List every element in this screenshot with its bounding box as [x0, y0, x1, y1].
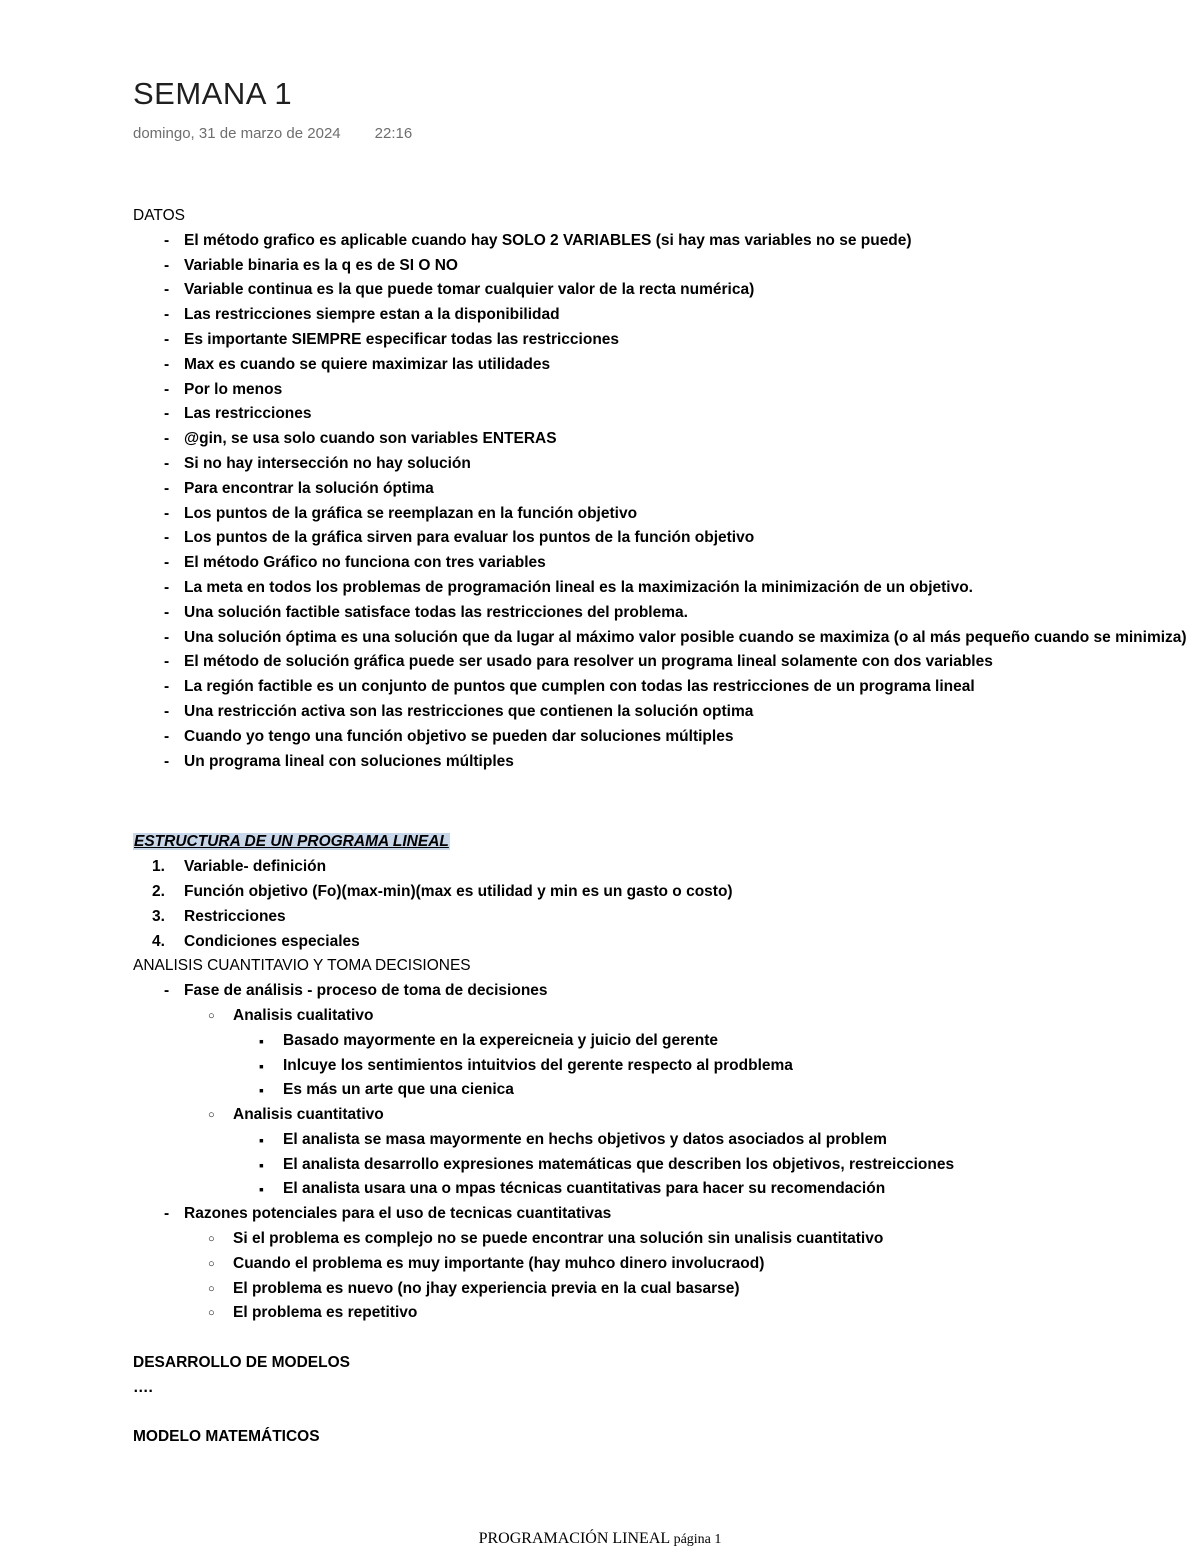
- list-item: ▪ Inlcuye los sentimientos intuitvios del gerente respecto al prodblema: [133, 1054, 1188, 1079]
- list-number: 4.: [152, 932, 165, 950]
- list-item: - Si no hay intersección no hay solución: [133, 452, 1188, 477]
- list-item-text: Variable- definición: [184, 858, 327, 876]
- cuantitativo-list: [133, 1128, 1188, 1202]
- list-item: [133, 880, 1188, 905]
- razones-list: [133, 1227, 1188, 1326]
- list-item: - Cuando yo tengo una función objetivo se pueden dar soluciones múltiples: [133, 725, 1188, 750]
- note-body: [133, 204, 1188, 1450]
- page-meta: [133, 125, 412, 142]
- list-item: [133, 905, 1188, 930]
- fase-sublist: [133, 1004, 1188, 1202]
- list-item: - Max es cuando se quiere maximizar las utilidades: [133, 353, 1188, 378]
- list-item-text: Función objetivo (Fo)(max-min)(max es utilidad y min es un gasto o costo): [184, 882, 733, 900]
- list-item: - La región factible es un conjunto de puntos que cumplen con todas las restricciones de un programa lineal: [133, 675, 1188, 700]
- list-number: 3.: [152, 907, 165, 925]
- list-item: - Los puntos de la gráfica sirven para evaluar los puntos de la función objetivo: [133, 526, 1188, 551]
- list-item: ○ Cuando el problema es muy importante (hay muhco dinero involucraod): [133, 1252, 1188, 1277]
- list-item: - La meta en todos los problemas de programación lineal es la maximización la minimización de un objetivo.: [133, 576, 1188, 601]
- list-item: - Variable continua es la que puede tomar cualquier valor de la recta numérica): [133, 278, 1188, 303]
- list-item: [133, 855, 1188, 880]
- list-item: - Variable binaria es la q es de SI O NO: [133, 254, 1188, 279]
- list-item: [133, 979, 1188, 1202]
- footer-page: página 1: [673, 1532, 722, 1547]
- desarrollo-heading: DESARROLLO DE MODELOS: [133, 1354, 351, 1372]
- datos-heading: DATOS: [133, 207, 185, 224]
- list-item: - Para encontrar la solución óptima: [133, 477, 1188, 502]
- cuantitativo-label: Analisis cuantitativo: [233, 1106, 384, 1124]
- page-time: 22:16: [374, 125, 413, 142]
- list-item: ○ Si el problema es complejo no se puede encontrar una solución sin unalisis cuantitativo: [133, 1227, 1188, 1252]
- list-item: - El método grafico es aplicable cuando hay SOLO 2 VARIABLES (si hay mas variables no se puede): [133, 229, 1188, 254]
- list-item: - Una solución óptima es una solución que da lugar al máximo valor posible cuando se maximiza (o al más pequeño cuando se minimiza): [133, 626, 1188, 651]
- list-item: ▪ Es más un arte que una cienica: [133, 1078, 1188, 1103]
- list-item: [133, 1103, 1188, 1202]
- list-number: 2.: [152, 882, 165, 900]
- list-item-text: Restricciones: [184, 907, 286, 925]
- list-item: ▪ Basado mayormente en la expereicneia y juicio del gerente: [133, 1029, 1188, 1054]
- list-item: - El método de solución gráfica puede ser usado para resolver un programa lineal solamente con dos variables: [133, 650, 1188, 675]
- list-item: - Una solución factible satisface todas las restricciones del problema.: [133, 601, 1188, 626]
- analisis-list: [133, 979, 1188, 1326]
- list-item: - El método Gráfico no funciona con tres variables: [133, 551, 1188, 576]
- list-item: - Las restricciones siempre estan a la disponibilidad: [133, 303, 1188, 328]
- list-item: - Por lo menos: [133, 378, 1188, 403]
- datos-list: [133, 229, 1188, 775]
- analisis-heading: ANALISIS CUANTITAVIO Y TOMA DECISIONES: [133, 957, 471, 975]
- page-date: domingo, 31 de marzo de 2024: [133, 125, 341, 142]
- cualitativo-list: [133, 1029, 1188, 1103]
- list-item: [133, 930, 1188, 955]
- footer-title: PROGRAMACIÓN LINEAL: [478, 1530, 670, 1547]
- list-item: - Las restricciones: [133, 402, 1188, 427]
- list-item: - Los puntos de la gráfica se reemplazan en la función objetivo: [133, 502, 1188, 527]
- list-number: 1.: [152, 858, 165, 876]
- desarrollo-text: ….: [133, 1378, 153, 1396]
- list-item: [133, 1004, 1188, 1103]
- list-item: ▪ El analista usara una o mpas técnicas cuantitativas para hacer su recomendación: [133, 1177, 1188, 1202]
- estructura-list: [133, 855, 1188, 954]
- list-item: - Es importante SIEMPRE especificar todas las restricciones: [133, 328, 1188, 353]
- estructura-heading: [133, 830, 1188, 855]
- page-title: SEMANA 1: [133, 76, 293, 111]
- list-item: ▪ El analista se masa mayormente en hechs objetivos y datos asociados al problem: [133, 1128, 1188, 1153]
- list-item: - Una restricción activa son las restricciones que contienen la solución optima: [133, 700, 1188, 725]
- modelo-heading: MODELO MATEMÁTICOS: [133, 1428, 320, 1446]
- list-item: ○ El problema es nuevo (no jhay experiencia previa en la cual basarse): [133, 1277, 1188, 1302]
- list-item: - @gin, se usa solo cuando son variables ENTERAS: [133, 427, 1188, 452]
- list-item: - Un programa lineal con soluciones múltiples: [133, 750, 1188, 775]
- fase-label: Fase de análisis - proceso de toma de decisiones: [184, 982, 548, 1000]
- page-footer: [0, 1530, 1200, 1548]
- estructura-heading-text: ESTRUCTURA DE UN PROGRAMA LINEAL: [134, 833, 449, 851]
- razones-label: Razones potenciales para el uso de tecnicas cuantitativas: [184, 1205, 612, 1223]
- cualitativo-label: Analisis cualitativo: [233, 1006, 374, 1024]
- list-item: ▪ El analista desarrollo expresiones matemáticas que describen los objetivos, restreicciones: [133, 1153, 1188, 1178]
- list-item: ○ El problema es repetitivo: [133, 1301, 1188, 1326]
- list-item-text: Condiciones especiales: [184, 932, 360, 950]
- list-item: [133, 1202, 1188, 1326]
